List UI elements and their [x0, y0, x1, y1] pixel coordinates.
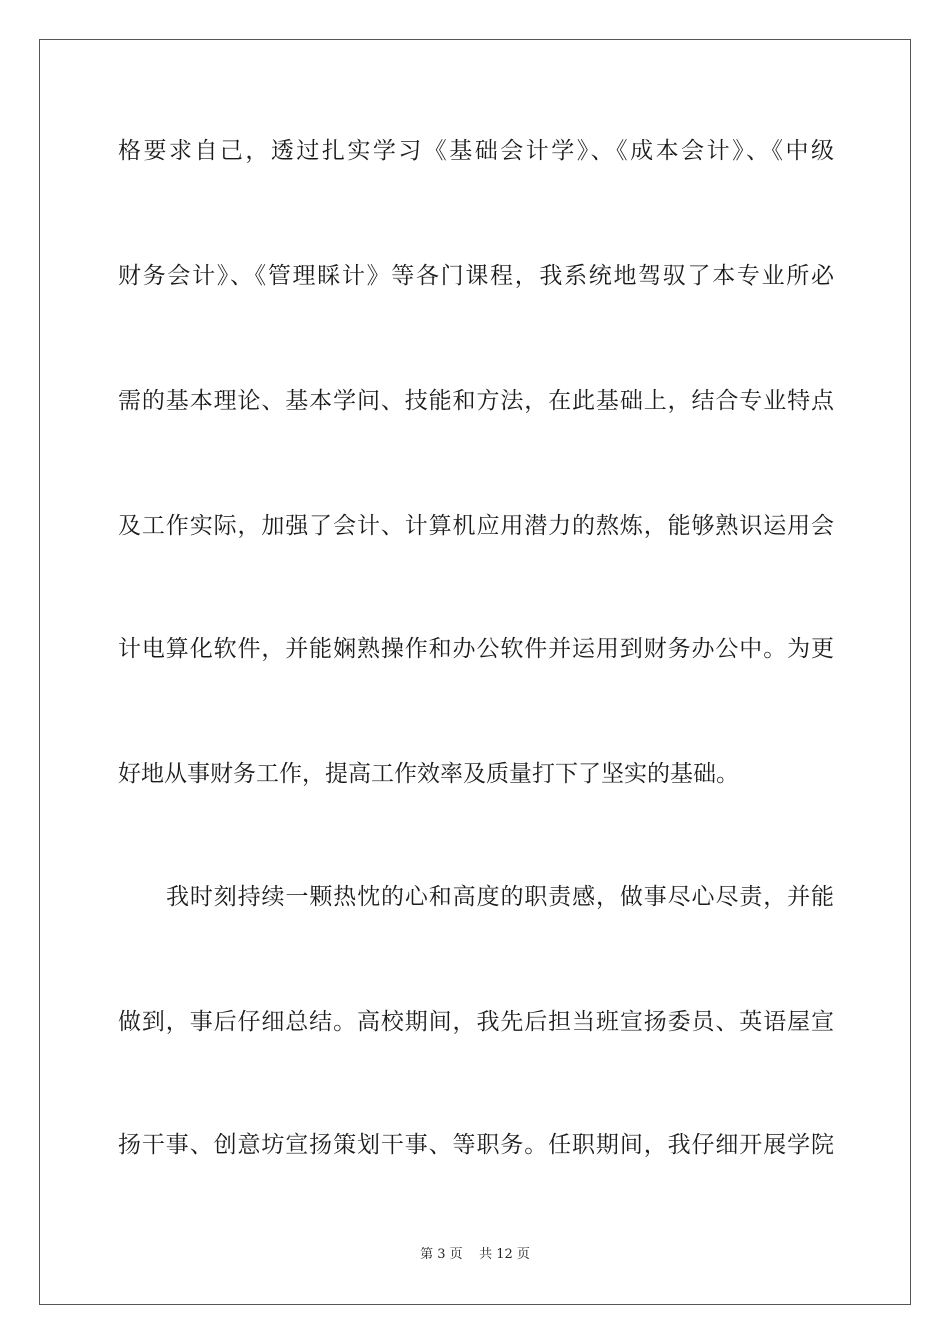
- paragraph-first-line: 我时刻持续一颗热忱的心和高度的职责感，做事尽心尽责，并能: [166, 884, 834, 910]
- text-line: 做到，事后仔细总结。高校期间，我先后担当班宣扬委员、英语屋宣: [118, 1009, 834, 1035]
- text-line: 需的基本理论、基本学问、技能和方法，在此基础上，结合专业特点: [118, 388, 834, 414]
- text-line: 扬干事、创意坊宣扬策划干事、等职务。任职期间，我仔细开展学院: [118, 1132, 834, 1158]
- page-border: [39, 39, 911, 1305]
- page-number-footer: 第 3 页 共 12 页: [420, 1247, 530, 1262]
- text-line: 好地从事财务工作，提高工作效率及质量打下了坚实的基础。: [118, 761, 739, 787]
- text-line: 格要求自己，透过扎实学习《基础会计学》、《成本会计》、《中级: [118, 138, 834, 164]
- text-line: 计电算化软件，并能娴熟操作和办公软件并运用到财务办公中。为更: [118, 636, 834, 662]
- text-line: 及工作实际，加强了会计、计算机应用潜力的熬炼，能够熟识运用会: [118, 513, 834, 539]
- text-line: 财务会计》、《管理睬计》等各门课程，我系统地驾驭了本专业所必: [118, 263, 834, 289]
